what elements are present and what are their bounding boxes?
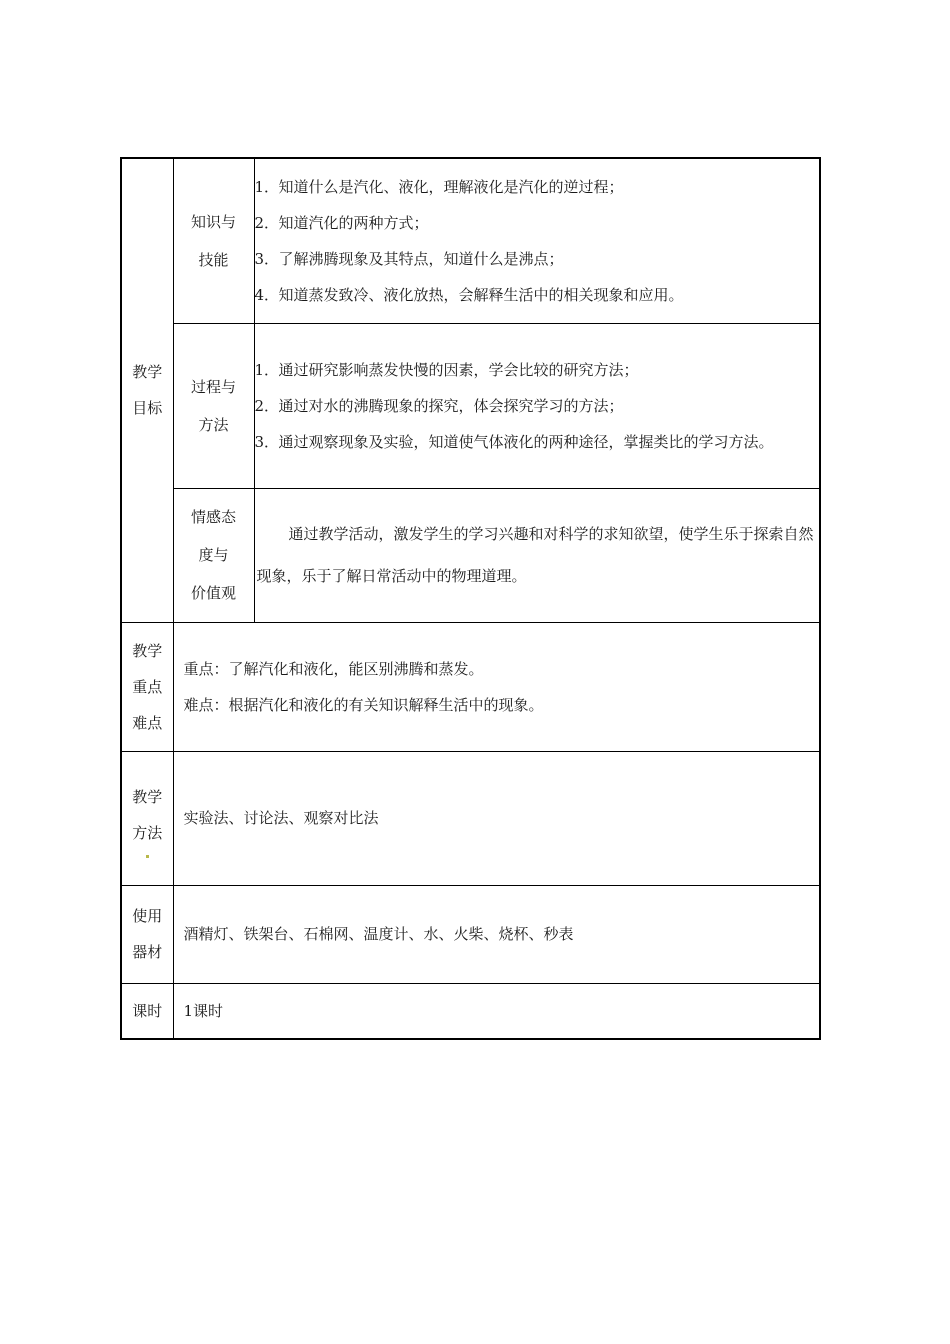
objectives-category-cell	[121, 158, 173, 622]
item-text: 知道什么是汽化、液化，理解液化是汽化的逆过程；	[278, 177, 624, 196]
item-number: 2．	[254, 213, 280, 232]
process-item	[255, 352, 820, 388]
duration-category: 课时	[132, 1001, 163, 1020]
duration-content-cell	[173, 983, 820, 1039]
methods-content-cell	[173, 751, 820, 885]
knowledge-label-line-1: 知识与	[190, 212, 236, 231]
equipment-category-cell	[121, 885, 173, 983]
emotion-label-line-2: 度与	[198, 546, 229, 564]
process-item	[255, 388, 820, 424]
methods-category-cell	[121, 751, 173, 885]
key-points-category-cell	[121, 622, 173, 751]
emotion-label-line-3: 价值观	[190, 584, 236, 602]
equipment-category-line-1: 使用	[132, 907, 163, 925]
key-points-category-line-2: 重点	[132, 677, 163, 696]
item-number: 3．	[254, 432, 280, 451]
knowledge-label-line-2: 技能	[198, 250, 229, 269]
knowledge-content-cell	[254, 158, 820, 323]
item-number: 2．	[254, 396, 280, 415]
item-text: 通过对水的沸腾现象的探究，体会探究学习的方法；	[278, 396, 624, 415]
key-points-category-line-3: 难点	[132, 713, 163, 732]
equipment-row	[121, 885, 820, 983]
knowledge-item	[255, 205, 820, 241]
emotion-text: 通过教学活动，激发学生的学习兴趣和对科学的求知欲望，使学生乐于探索自然现象，乐于了解日常活动中的物理道理。	[256, 525, 814, 585]
equipment-category-line-2: 器材	[132, 943, 163, 961]
knowledge-item	[255, 169, 820, 205]
emotion-label-cell	[173, 488, 254, 622]
methods-category-line-1: 教学	[132, 787, 163, 806]
process-content-cell	[254, 323, 820, 488]
key-points-row	[121, 622, 820, 751]
item-text: 知道汽化的两种方式；	[278, 213, 429, 232]
item-text: 知道蒸发致冷、液化放热，会解释生活中的相关现象和应用。	[278, 285, 684, 304]
item-number: 1．	[254, 177, 280, 196]
methods-text: 实验法、讨论法、观察对比法	[183, 809, 379, 827]
methods-row	[121, 751, 820, 885]
objectives-knowledge-row	[121, 158, 820, 323]
emotion-label-line-1: 情感态	[190, 508, 236, 526]
item-text: 通过观察现象及实验，知道使气体液化的两种途径，掌握类比的学习方法。	[278, 432, 774, 451]
emotion-content-cell	[254, 488, 820, 622]
difficult-point-line: 难点：根据汽化和液化的有关知识解释生活中的现象。	[183, 695, 544, 714]
objectives-emotion-row	[121, 488, 820, 622]
dot-mark	[146, 855, 149, 858]
knowledge-item	[255, 277, 820, 313]
item-text: 通过研究影响蒸发快慢的因素，学会比较的研究方法；	[278, 360, 639, 379]
process-label-line-1: 过程与	[190, 377, 236, 396]
key-points-content-cell	[173, 622, 820, 751]
item-number: 1．	[254, 360, 280, 379]
key-point-line: 重点：了解汽化和液化，能区别沸腾和蒸发。	[183, 659, 484, 678]
process-item	[255, 424, 820, 460]
knowledge-label-cell	[173, 158, 254, 323]
item-text: 了解沸腾现象及其特点，知道什么是沸点；	[278, 249, 564, 268]
process-label-line-2: 方法	[198, 415, 229, 434]
lesson-plan-table	[120, 157, 821, 1040]
equipment-content-cell	[173, 885, 820, 983]
objectives-category-line-1: 教学	[132, 363, 163, 382]
duration-row	[121, 983, 820, 1039]
equipment-text: 酒精灯、铁架台、石棉网、温度计、水、火柴、烧杯、秒表	[183, 925, 574, 943]
item-number: 3．	[254, 249, 280, 268]
item-number: 4．	[254, 285, 280, 304]
objectives-category-line-2: 目标	[132, 399, 163, 418]
key-points-category-line-1: 教学	[132, 641, 163, 660]
duration-text: 1课时	[183, 1001, 224, 1020]
objectives-process-row	[121, 323, 820, 488]
knowledge-item	[255, 241, 820, 277]
process-label-cell	[173, 323, 254, 488]
methods-category-line-2: 方法	[132, 823, 163, 842]
duration-category-cell	[121, 983, 173, 1039]
